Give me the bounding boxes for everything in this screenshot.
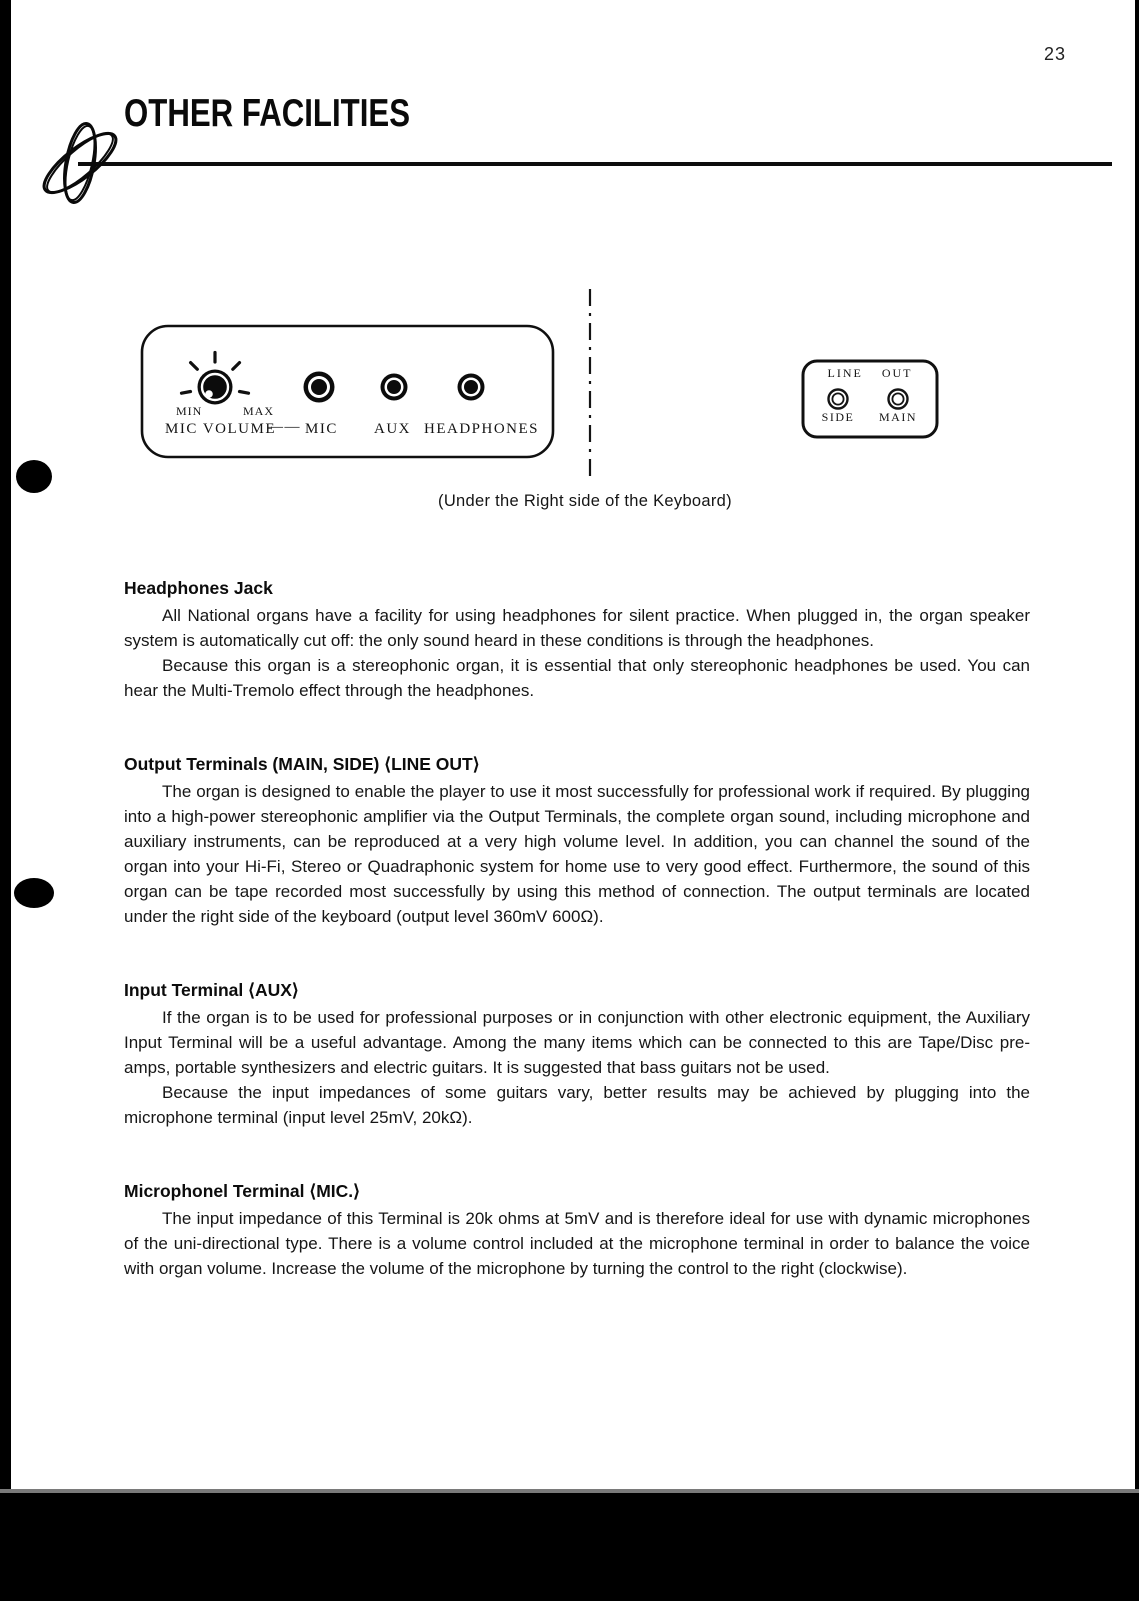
body-text-column <box>124 577 1030 1331</box>
scan-bottom-black-bar <box>0 1493 1139 1601</box>
side-jack <box>829 390 848 409</box>
headphones-jack <box>458 374 485 401</box>
section-microphone-terminal <box>124 1180 1030 1281</box>
section-headphones-jack <box>124 577 1030 703</box>
section-heading: Input Terminal ⟨AUX⟩ <box>124 980 299 1000</box>
section-paragraph: If the organ is to be used for professional purposes or in conjunction with other electronic equipment, the Auxiliary Input Terminal will be a useful advantage. Among the many items which can be connected to this are Tape/Disc pre-amps, portable synthesizers and electric guitars. It is suggested that bass guitars not be used. <box>124 1008 1030 1077</box>
rear-panel-diagram <box>0 0 1139 530</box>
section-output-terminals <box>124 753 1030 929</box>
section-paragraph: The organ is designed to enable the player to use it most successfully for professional work if required. By plugging into a high-power stereophonic amplifier via the Output Terminals, the complete organ sound, including microphone and auxiliary instruments, can be reproduced at a very high volume level. In addition, you can channel the sound of the organ into your Hi-Fi, Stereo or Quadraphonic system for home use to very good effect. Furthermore, the sound of this organ can be tape recorded most successfully by using this method of connection. The output terminals are located under the right side of the keyboard (output level 360mV 600Ω). <box>124 782 1030 926</box>
section-paragraph: Because this organ is a stereophonic organ, it is essential that only stereophonic headphones be used. You can hear the Multi-Tremolo effect through the headphones. <box>124 656 1030 700</box>
section-heading: Output Terminals (MAIN, SIDE) ⟨LINE OUT⟩ <box>124 754 480 774</box>
connector-line: —— <box>268 419 301 435</box>
line-out-title: LINE OUT <box>827 366 913 380</box>
main-jack <box>889 390 908 409</box>
page-number: 23 <box>1044 44 1067 64</box>
section-heading: Headphones Jack <box>124 578 273 598</box>
section-input-terminal-aux <box>124 979 1030 1130</box>
headphones-jack-label: HEADPHONES <box>424 421 540 437</box>
aux-jack <box>381 374 408 401</box>
section-heading: Microphonel Terminal ⟨MIC.⟩ <box>124 1181 360 1201</box>
mic-jack-label: MIC <box>305 421 338 437</box>
aux-jack-label: AUX <box>374 421 411 437</box>
mic-volume-label: MIC VOLUME <box>165 421 276 437</box>
mic-jack <box>304 372 335 403</box>
mic-volume-knob <box>198 370 233 405</box>
section-paragraph: Because the input impedances of some guitars vary, better results may be achieved by plugging into the microphone terminal (input level 25mV, 20kΩ). <box>124 1083 1030 1127</box>
knob-max-label: MAX <box>243 404 275 418</box>
diagram-caption: (Under the Right side of the Keyboard) <box>438 492 732 510</box>
main-jack-label: MAIN <box>879 410 917 424</box>
side-jack-label: SIDE <box>821 410 855 424</box>
page-title: OTHER FACILITIES <box>124 92 411 135</box>
section-paragraph: The input impedance of this Terminal is 20k ohms at 5mV and is therefore ideal for use with dynamic microphones of the uni-directional type. There is a volume control included at the microphone terminal in order to balance the voice with organ volume. Increase the volume of the microphone by turning the control to the right (clockwise). <box>124 1209 1030 1278</box>
section-paragraph: All National organs have a facility for using headphones for silent practice. When plugged in, the organ speaker system is automatically cut off: the only sound heard in these conditions is through the headphones. <box>124 606 1030 650</box>
punch-hole-dot <box>14 878 54 908</box>
knob-min-label: MIN <box>176 404 203 418</box>
